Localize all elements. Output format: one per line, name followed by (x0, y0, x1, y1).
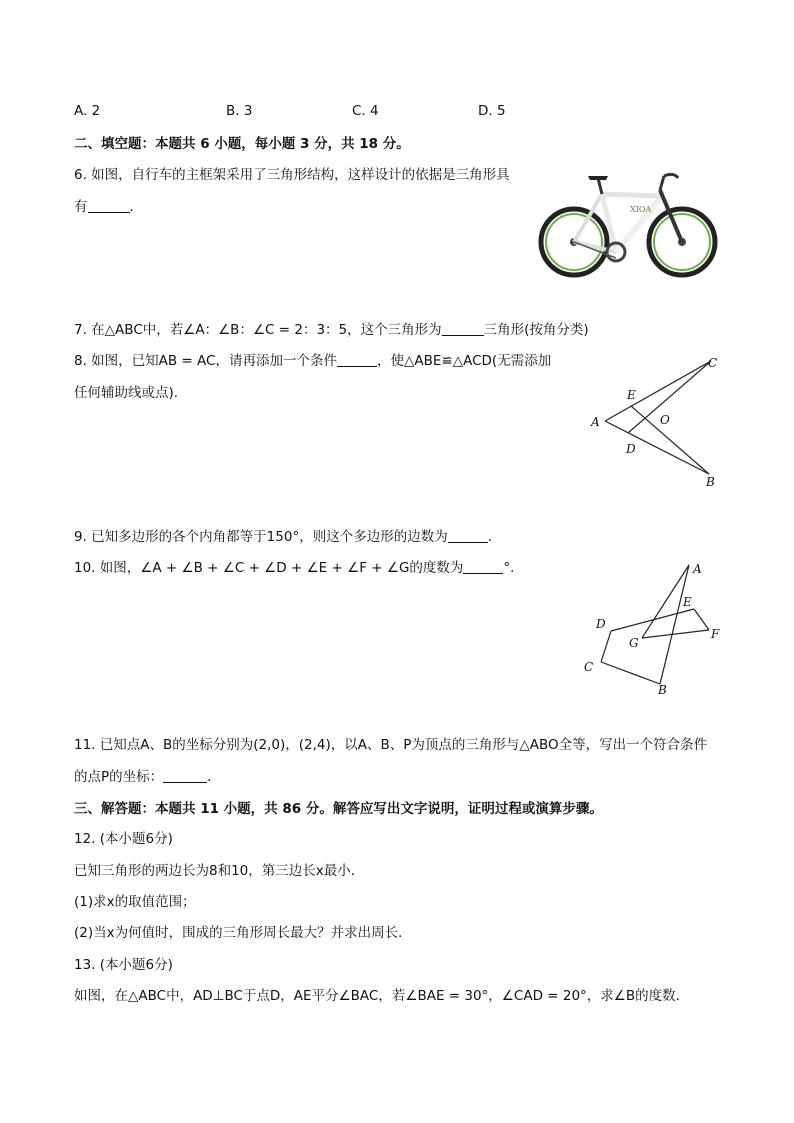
q6-line2 (74, 198, 143, 216)
q6-prefix: 有 (74, 199, 88, 215)
q10-figure (578, 558, 728, 703)
q8-prefix: 8. 如图，已知AB = AC，请再添加一个条件 (74, 353, 337, 369)
q7-suffix: 三角形(按角分类) (483, 322, 589, 338)
option-a: A. 2 (74, 103, 101, 119)
bicycle-illustration (538, 168, 720, 280)
q9-prefix: 9. 已知多边形的各个内角都等于150°，则这个多边形的边数为 (74, 529, 448, 545)
q10-segment-ba (660, 565, 689, 684)
q8-segment-ac (605, 361, 711, 421)
q8-label-a: A (591, 415, 600, 429)
q10-line (74, 559, 524, 577)
q12-line3: (2)当x为何值时，围成的三角形周长最大？并求出周长． (74, 925, 412, 941)
q8-label-b: B (706, 475, 715, 489)
q9-suffix: ． (487, 529, 502, 545)
q6-answer-blank[interactable] (88, 199, 130, 213)
q8-figure (584, 350, 724, 495)
q8-label-d: D (626, 442, 636, 456)
q10-label-e: E (683, 595, 692, 609)
q7-answer-blank[interactable] (442, 322, 484, 336)
q12-line1: 已知三角形的两边长为8和10，第三边长x最小． (74, 863, 365, 879)
section-3-heading: 三、解答题：本题共 11 小题，共 86 分。解答应写出文字说明，证明过程或演算步骤。 (74, 801, 603, 817)
frame (574, 190, 682, 252)
q11-suffix: ． (207, 769, 221, 785)
q9-answer-blank[interactable] (448, 529, 488, 543)
q8-label-c: C (708, 356, 718, 370)
q12-title: 12. (本小题6分) (74, 831, 173, 847)
q12-line2: (1)求x的取值范围； (74, 894, 196, 910)
option-c: C. 4 (352, 103, 379, 119)
q10-segment-ed (611, 609, 694, 631)
seat-and-handlebar (588, 174, 678, 194)
q10-segment-dc (601, 631, 611, 662)
q11-answer-blank[interactable] (163, 769, 207, 783)
q8-label-e: E (627, 388, 636, 402)
q10-label-d: D (596, 617, 606, 631)
q10-segment-gf (642, 630, 709, 638)
option-b: B. 3 (226, 103, 253, 119)
q11-prefix: 的点P的坐标： (74, 769, 164, 785)
q13-title: 13. (本小题6分) (74, 957, 173, 973)
q13-line1: 如图，在△ABC中，AD⊥BC于点D，AE平分∠BAC，若∠BAE = 30°，∠CAD = 20°，求∠B的度数． (74, 988, 690, 1004)
q11-line1: 11. 已知点A、B的坐标分别为(2,0)，(2,4)，以A、B、P为顶点的三角形与△ABO全等，写出一个符合条件 (74, 737, 708, 753)
q8-line2: 任何辅助线或点)． (74, 385, 188, 401)
q8-label-o: O (660, 413, 670, 427)
q10-label-c: C (584, 660, 594, 674)
q10-suffix: °． (503, 560, 524, 576)
q8-answer-blank[interactable] (337, 353, 377, 367)
svg-text:XIOA: XIOA (630, 205, 652, 214)
q10-label-f: F (711, 627, 720, 641)
q10-label-b: B (658, 683, 667, 697)
q10-segment-ag (642, 565, 689, 638)
q10-segment-fe (694, 609, 709, 630)
q10-answer-blank[interactable] (463, 560, 503, 574)
q6-line1: 6. 如图，自行车的主框架采用了三角形结构，这样设计的依据是三角形具 (74, 167, 510, 183)
q7-line (74, 321, 589, 339)
q8-suffix: ，使△ABE≌△ACD(无需添加 (377, 353, 552, 369)
section-2-heading: 二、填空题：本题共 6 小题，每小题 3 分，共 18 分。 (74, 136, 410, 152)
q6-suffix: ． (129, 199, 143, 215)
option-d: D. 5 (478, 103, 506, 119)
q10-label-a: A (693, 562, 702, 576)
q10-prefix: 10. 如图，∠A + ∠B + ∠C + ∠D + ∠E + ∠F + ∠G的度数为 (74, 560, 464, 576)
q11-line2 (74, 768, 221, 786)
q10-segment-cb (601, 662, 660, 684)
q7-prefix: 7. 在△ABC中，若∠A：∠B：∠C = 2：3：5，这个三角形为 (74, 322, 442, 338)
q8-line1 (74, 352, 551, 370)
q10-label-g: G (629, 636, 639, 650)
q9-line (74, 528, 501, 546)
